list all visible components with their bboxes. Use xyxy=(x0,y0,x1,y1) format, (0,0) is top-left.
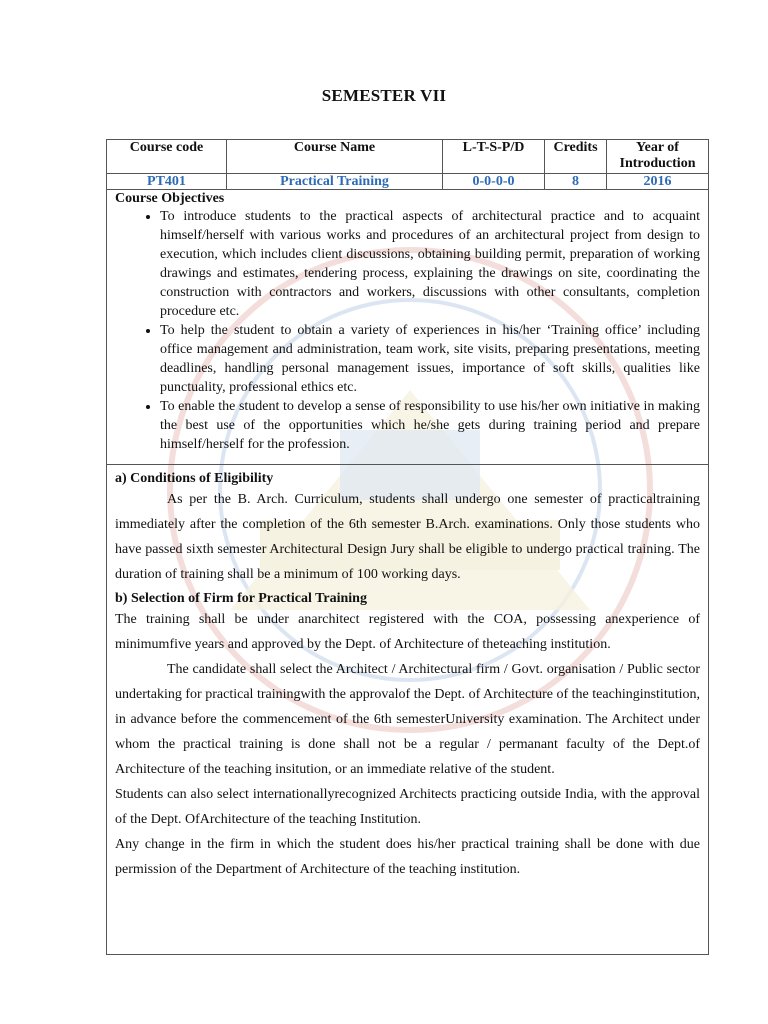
objectives-row xyxy=(107,190,709,465)
objective-item: • To help the student to obtain a variety of experiences in his/her ‘Training office’ including office management and administration, team work, site visits, preparing presentations, meeting deadlines, handling personal management issues, importance of soft skills, qualities like punctuality, professional ethics etc. xyxy=(160,321,700,397)
course-table xyxy=(106,139,709,955)
course-name-value: Practical Training xyxy=(227,174,443,190)
firm-paragraph: The candidate shall select the Architect / Architectural firm / Govt. organisation / Public sector undertaking for practical trainingwith the approvalof the Dept. of Architecture of the teachinginstitution, in advance before the commencement of the 6th semesterUniversity examination. The Architect under whom the practical training is done shall not be a regular / permanant faculty of the Dept.of Architecture of the teaching insitution, or an immediate relative of the student. xyxy=(115,662,700,777)
eligibility-heading: a) Conditions of Eligibility xyxy=(115,471,274,486)
page-title: SEMESTER VII xyxy=(321,86,447,105)
course-table-header-row xyxy=(107,140,709,174)
objective-item: • To enable the student to develop a sense of responsibility to use his/her own initiative in making the best use of the opportunities which he/she gets during training period and prepare himself/herself for the profession. xyxy=(160,397,700,454)
header-course-name: Course Name xyxy=(227,140,443,174)
firm-paragraph: Any change in the firm in which the student does his/her practical training shall be done with due permission of the Department of Architecture of the teaching institution. xyxy=(115,837,700,877)
firm-paragraph: Students can also select internationallyrecognized Architects practicing outside India, with the approval of the Dept. OfArchitecture of the teaching Institution. xyxy=(115,787,700,827)
eligibility-paragraph: As per the B. Arch. Curriculum, students shall undergo one semester of practicaltraining immediately after the completion of the 6th semester B.Arch. examinations. Only those students who have passed sixth semester Architectural Design Jury shall be eligible to undergo practical training. The duration of training shall be a minimum of 100 working days. xyxy=(115,492,700,582)
objectives-section xyxy=(107,190,709,465)
firm-selection-heading: b) Selection of Firm for Practical Training xyxy=(115,591,367,606)
header-course-code: Course code xyxy=(107,140,227,174)
details-section xyxy=(107,465,709,955)
ltspd-value: 0-0-0-0 xyxy=(443,174,545,190)
course-table-value-row xyxy=(107,174,709,190)
header-ltspd: L-T-S-P/D xyxy=(443,140,545,174)
header-year: Year of Introduction xyxy=(607,140,709,174)
objectives-heading: Course Objectives xyxy=(115,191,225,206)
year-value: 2016 xyxy=(607,174,709,190)
header-credits: Credits xyxy=(545,140,607,174)
details-row xyxy=(107,465,709,955)
objectives-list xyxy=(115,207,700,454)
course-code-value: PT401 xyxy=(107,174,227,190)
objective-item: • To introduce students to the practical aspects of architectural practice and to acquaint himself/herself with various works and procedures of an architectural project from design to execution, which includes client discussions, obtaining building permit, preparation of working drawings and estimates, tendering process, explaining the drawings on site, coordinating the construction with contractors and workers, discussions with other consultants, completion procedure etc. xyxy=(160,207,700,321)
credits-value: 8 xyxy=(545,174,607,190)
firm-paragraph: The training shall be under anarchitect registered with the COA, possessing anexperience of minimumfive years and approved by the Dept. of Architecture of theteaching institution. xyxy=(115,612,700,652)
